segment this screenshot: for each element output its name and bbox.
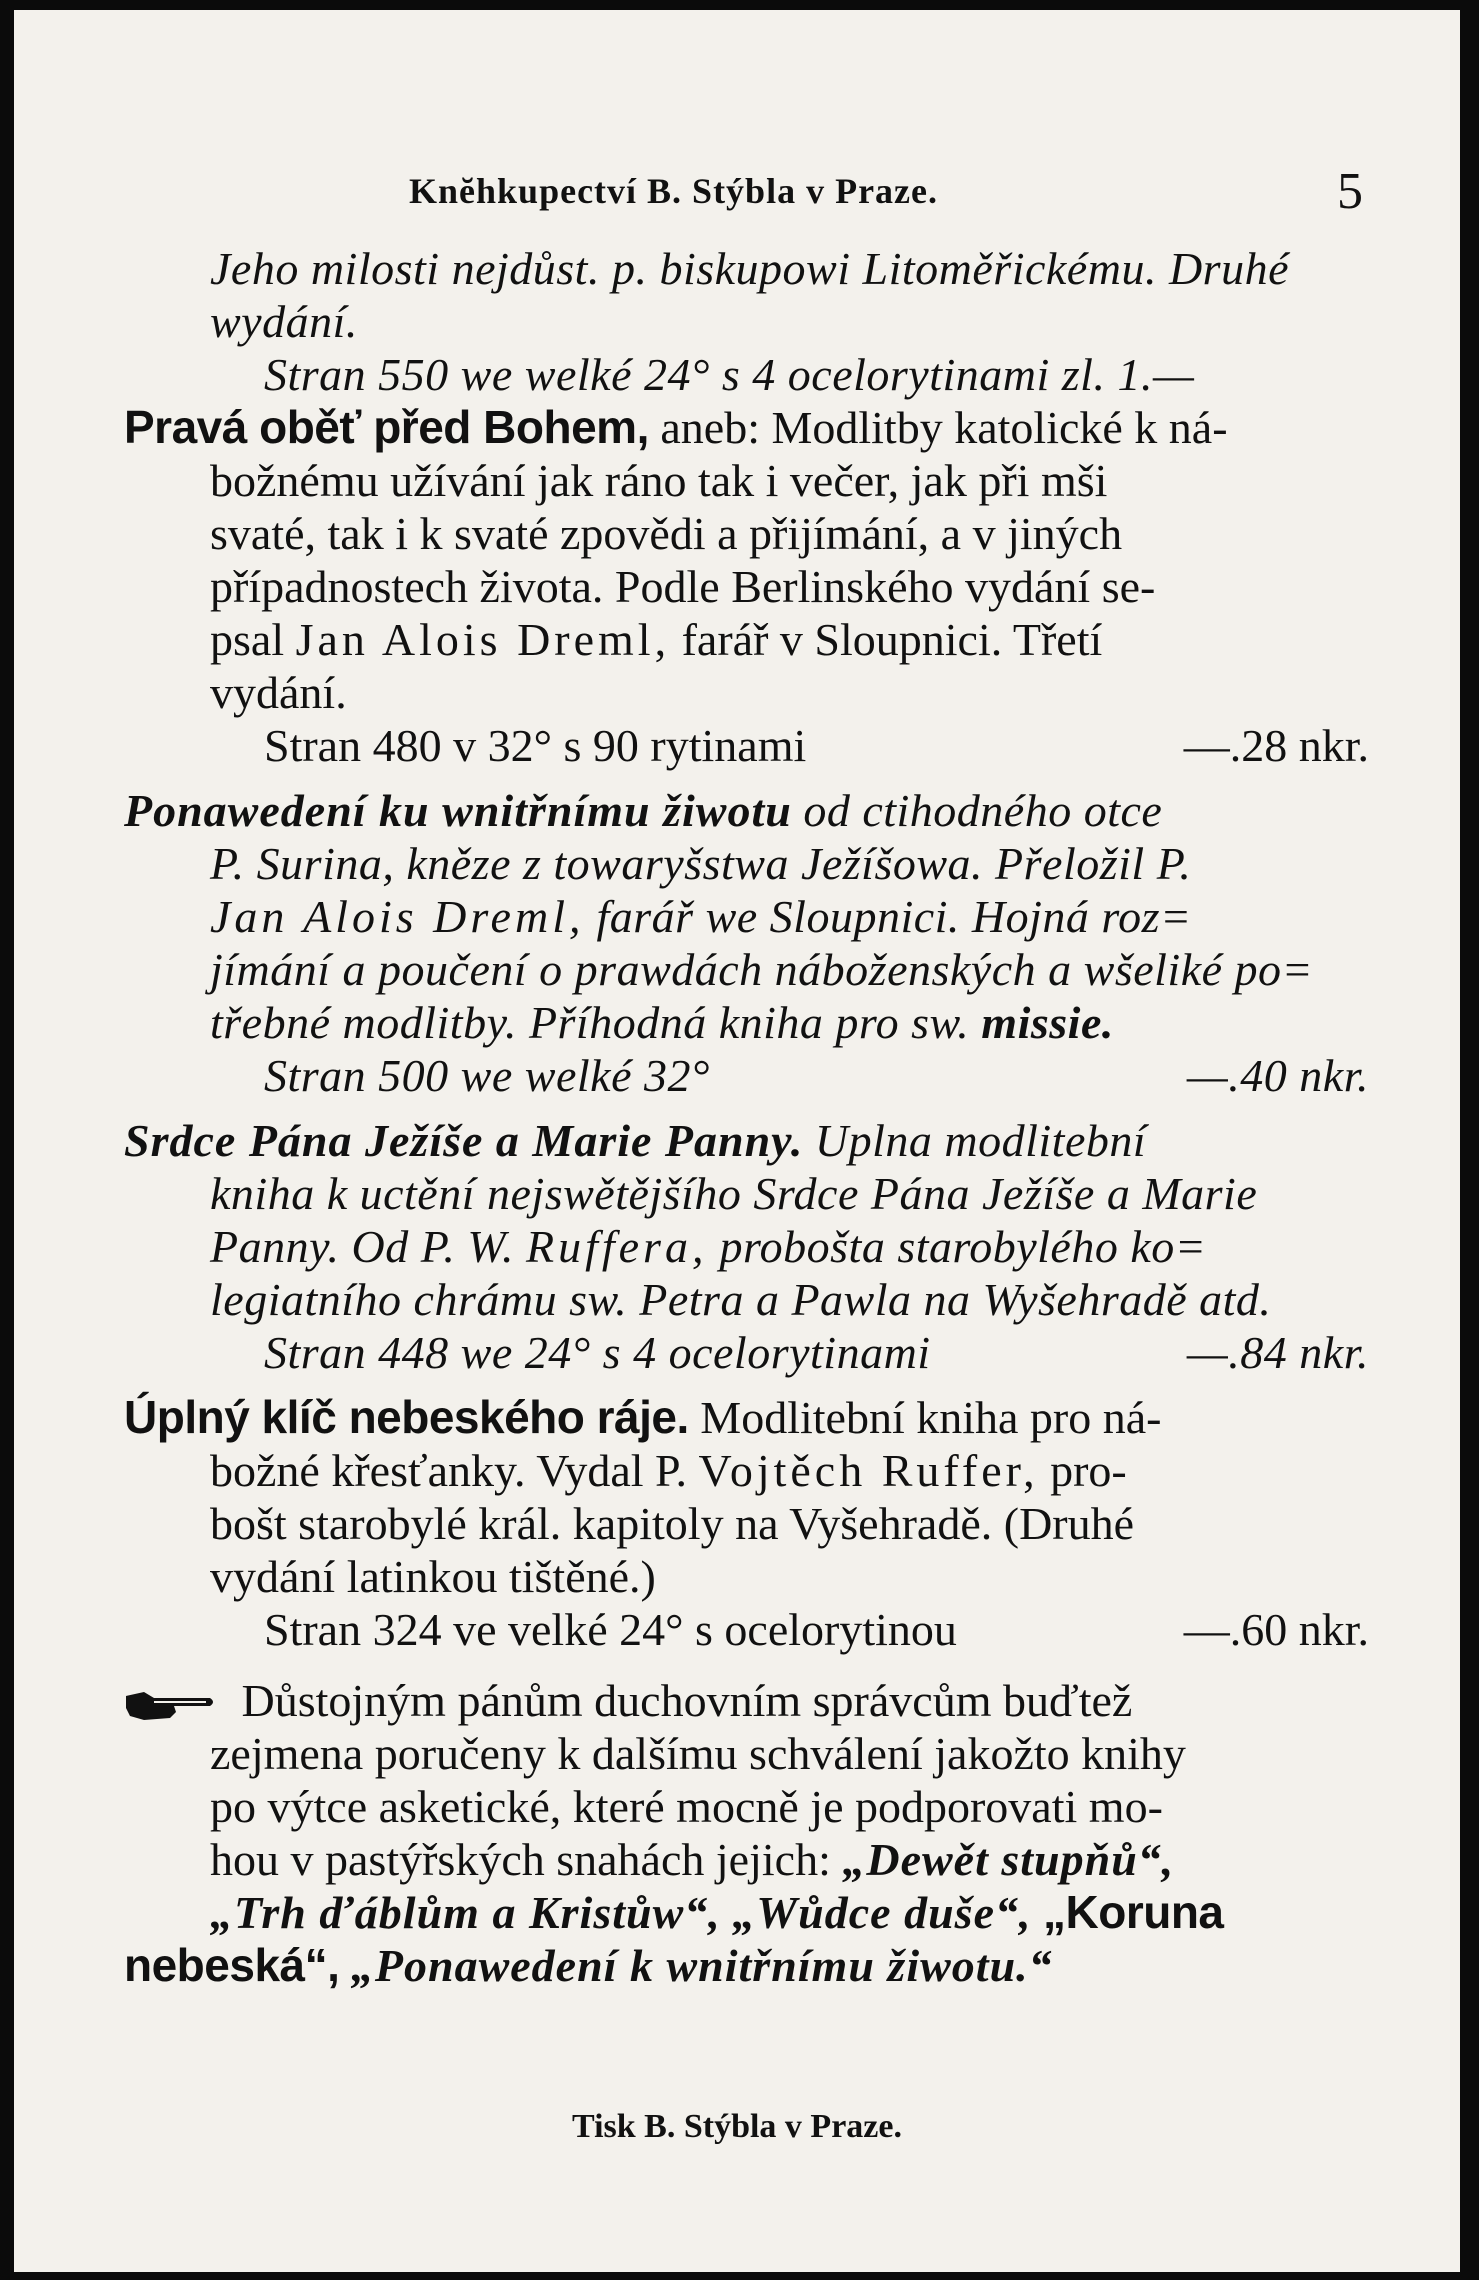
- entry-text-line: jímání a poučení o prawdách náboženských a wšeliké po=: [210, 944, 1314, 995]
- pointing-hand-icon: [124, 1688, 216, 1722]
- entry-text-line: svaté, tak i k svaté zpovědi a přijímání, a v jiných: [210, 508, 1123, 559]
- entry-text: probošta starobylého ko=: [719, 1221, 1207, 1272]
- entry-title: Pravá oběť před Bohem,: [124, 401, 649, 453]
- entry-stran-line: [124, 719, 1369, 772]
- entry-text: aneb: Modlitby katolické k ná-: [660, 402, 1228, 453]
- entry-text: božné křesťanky. Vydal P.: [210, 1445, 688, 1496]
- entry-text-line: případnostech života. Podle Berlinského vydání se-: [210, 561, 1156, 612]
- author-name: Jan Alois Dreml,: [295, 614, 671, 665]
- recommendation-notice: [124, 1674, 1369, 1992]
- book-page: [14, 10, 1460, 2272]
- entry-text: Uplna modlitební: [814, 1115, 1147, 1166]
- entry-text: Panny. Od P. W.: [210, 1221, 514, 1272]
- catalog-entry-2: [124, 401, 1369, 772]
- book-title-reference: „Koruna: [1043, 1886, 1224, 1938]
- book-title-reference: „Dewět stupňů“,: [842, 1834, 1175, 1885]
- entry-title: Ponawedení ku wnitřnímu žiwotu: [124, 785, 792, 836]
- catalog-entry-5: [124, 1391, 1369, 1656]
- entry-price: —.84 nkr.: [1186, 1327, 1369, 1378]
- catalog-content: [124, 242, 1369, 1992]
- entry-text: pro-: [1050, 1445, 1127, 1496]
- entry-text: od ctihodného otce: [803, 785, 1163, 836]
- notice-text-line: zejmena poručeny k dalšímu schválení jakožto knihy: [210, 1728, 1186, 1779]
- catalog-entry-1: [124, 242, 1369, 401]
- entry-text: třebné modlitby. Příhodná kniha pro sw.: [210, 997, 970, 1048]
- catalog-entry-4: [124, 1114, 1369, 1379]
- entry-title: Úplný klíč nebeského ráje.: [124, 1391, 689, 1443]
- entry-price: —.40 nkr.: [1186, 1050, 1369, 1101]
- author-name: Ruffera,: [525, 1221, 708, 1272]
- book-title-reference: „Wůdce duše“,: [732, 1887, 1032, 1938]
- entry-text-line: legiatního chrámu sw. Petra a Pawla na Wyšehradě atd.: [210, 1274, 1272, 1325]
- entry-text-line: božnému užívání jak ráno tak i večer, jak při mši: [210, 455, 1108, 506]
- entry-text: farář we Sloupnici. Hojná roz=: [596, 891, 1192, 942]
- entry-stran-line: [124, 348, 1369, 401]
- entry-text-line: vydání latinkou tištěné.): [210, 1551, 656, 1602]
- entry-emphasis: missie.: [981, 997, 1114, 1048]
- book-title-reference: „Trh ďáblům a Kristůw“,: [210, 1887, 721, 1938]
- entry-pages-format: Stran 500 we welké 32°: [264, 1050, 710, 1101]
- entry-title: Srdce Pána Ježíše a Marie Panny.: [124, 1115, 804, 1166]
- running-title: Knĕhkupectví B. Stýbla v Praze.: [409, 171, 939, 211]
- entry-text-line: wydání.: [210, 296, 358, 347]
- entry-text-line: kniha k uctění nejswětějšího Srdce Pána Ježíše a Marie: [210, 1168, 1258, 1219]
- entry-stran-line: [124, 1326, 1369, 1379]
- entry-text-line: vydání.: [210, 667, 347, 718]
- entry-text-line: P. Surina, kněze z towaryšstwa Ježíšowa. Přeložil P.: [210, 838, 1192, 889]
- page-number: 5: [1337, 163, 1364, 220]
- author-name: Vojtěch Ruffer,: [698, 1445, 1039, 1496]
- entry-text-line: bošt starobylé král. kapitoly na Vyšehradě. (Druhé: [210, 1498, 1135, 1549]
- entry-text: farář v Sloupnici. Třetí: [681, 614, 1103, 665]
- entry-price: —.28 nkr.: [1183, 720, 1369, 771]
- printer-imprint: Tisk B. Stýbla v Praze.: [572, 2108, 902, 2145]
- catalog-entry-3: [124, 784, 1369, 1102]
- entry-pages-format: Stran 324 ve velké 24° s ocelorytinou: [264, 1604, 957, 1655]
- entry-text: Modlitební kniha pro ná-: [700, 1392, 1162, 1443]
- book-title-reference: nebeská“,: [124, 1939, 340, 1991]
- notice-text-line: po výtce asketické, které mocně je podporovati mo-: [210, 1781, 1163, 1832]
- book-title-reference: „Ponawedení k wnitřnímu žiwotu.“: [350, 1940, 1053, 1991]
- entry-text-line: Jeho milosti nejdůst. p. biskupowi Litoměřickému. Druhé: [210, 243, 1289, 294]
- notice-text: Důstojným pánům duchovním správcům buďtež: [241, 1675, 1133, 1726]
- entry-pages-format: Stran 480 v 32° s 90 rytinami: [264, 720, 807, 771]
- entry-pages-format: Stran 448 we 24° s 4 ocelorytinami: [264, 1327, 931, 1378]
- author-name: Jan Alois Dreml,: [210, 891, 585, 942]
- entry-stran-line: [124, 1603, 1369, 1656]
- entry-text: psal: [210, 614, 285, 665]
- entry-pages-format: Stran 550 we welké 24° s 4 ocelorytinami zl. 1.—: [264, 349, 1195, 400]
- entry-price: —.60 nkr.: [1183, 1604, 1369, 1655]
- entry-stran-line: [124, 1049, 1369, 1102]
- notice-text: hou v pastýřských snahách jejich:: [210, 1834, 831, 1885]
- running-header: [409, 163, 1364, 220]
